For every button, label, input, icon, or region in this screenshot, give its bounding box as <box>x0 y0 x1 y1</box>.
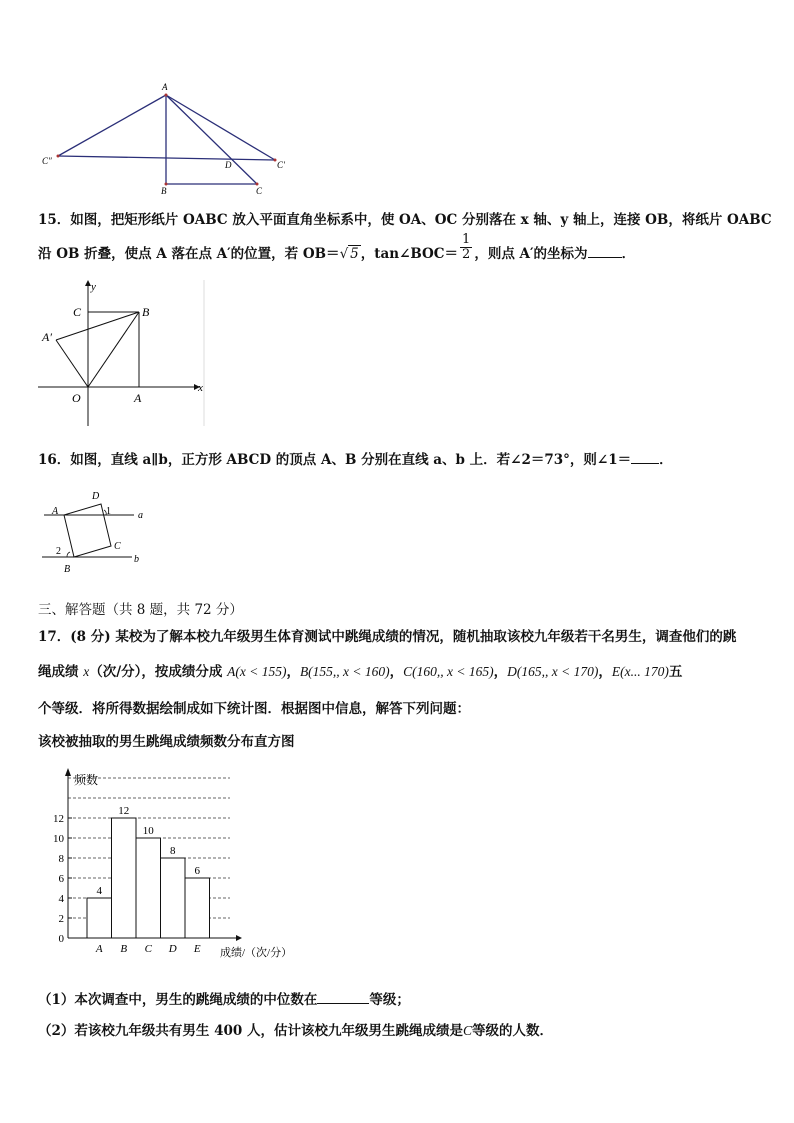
x-axis-arrow <box>236 935 242 941</box>
label-B: B <box>142 305 150 319</box>
x-tick-label: B <box>120 943 128 955</box>
x-tick-label: A <box>95 943 103 955</box>
label-D: D <box>225 160 232 170</box>
q16-text: 16．如图，直线 a∥b，正方形 ABCD 的顶点 A、B 分别在直线 a、b 上．若∠2＝73°，则∠1＝ ． <box>38 452 673 468</box>
y-axis-title: 频数 <box>74 773 99 787</box>
data-label: 8 <box>170 845 176 857</box>
bar-B <box>112 818 137 938</box>
chart-caption: 该校被抽取的男生跳绳成绩频数分布直方图 <box>38 734 295 750</box>
q17-sub2: （2）若该校九年级共有男生 400 人，估计该校九年级男生跳绳成绩是C等级的人数． <box>38 1023 553 1039</box>
bar-E <box>185 878 210 938</box>
label-C-prime: C′ <box>277 160 285 170</box>
data-label: 10 <box>142 825 154 837</box>
label-D: D <box>92 491 100 502</box>
y-axis-arrow <box>65 768 71 776</box>
label-C: C <box>256 186 263 196</box>
y-tick-label: 4 <box>58 893 64 905</box>
data-label: 6 <box>194 865 200 877</box>
label-A: A <box>52 506 59 517</box>
y-tick-label: 6 <box>58 873 64 885</box>
label-y: y <box>91 281 96 293</box>
q15-line2: 沿 OB 折叠，使点 A 落在点 A′的位置，若 OB＝√ 5 ，tan∠BOC＝ $\frac{1}{2}$ ，则点 A′的坐标为 ． <box>38 232 636 262</box>
figure-q14 <box>30 78 310 198</box>
q17-line2: 绳成绩 x（次/分），按成绩分成 A(x < 155)，B(155,, x < 160)，C(160,, x < 165)，D(165,, x < 170)，E(x... 170)五 <box>38 664 683 680</box>
answer-blank[interactable] <box>631 463 659 464</box>
section-title: 三、解答题（共 8 题，共 72 分） <box>38 602 243 618</box>
bar-C <box>136 838 161 938</box>
figure-q16 <box>34 486 164 578</box>
label-C: C <box>114 541 121 552</box>
label-angle-1: 1 <box>106 506 111 517</box>
fraction: $\frac{1}{2}$ <box>462 232 471 262</box>
y-tick-label: 12 <box>53 813 64 825</box>
q15-line1: 15．如图，把矩形纸片 OABC 放入平面直角坐标系中，使 OA、OC 分别落在 x 轴、y 轴上，连接 OB，将纸片 OABC <box>38 212 772 228</box>
y-tick-label: 8 <box>58 853 64 865</box>
y-tick-label: 0 <box>58 933 64 945</box>
y-tick-label: 10 <box>53 833 64 845</box>
label-b: b <box>134 554 139 565</box>
bar-A <box>87 898 112 938</box>
y-tick-label: 2 <box>58 913 64 925</box>
label-x: x <box>198 382 203 394</box>
figure-q15 <box>34 278 214 428</box>
histogram-chart <box>40 764 320 964</box>
label-B: B <box>161 186 167 196</box>
q17-line3: 个等级．将所得数据绘制成如下统计图．根据图中信息，解答下列问题： <box>38 701 470 717</box>
q17-sub1: （1）本次调查中，男生的跳绳成绩的中位数在 等级； <box>38 992 410 1008</box>
x-tick-label: D <box>168 943 177 955</box>
x-axis-title: 成绩/（次/分） <box>220 947 293 959</box>
label-A: A <box>162 82 168 92</box>
x-tick-label: E <box>193 943 201 955</box>
data-label: 12 <box>118 805 130 817</box>
q17-line1: 17．(8 分) 某校为了解本校九年级男生体育测试中跳绳成绩的情况，随机抽取该校九年级若干名男生，调查他们的跳 <box>38 629 737 645</box>
data-label: 4 <box>96 885 102 897</box>
label-A: A <box>134 391 142 405</box>
label-C: C <box>73 305 82 319</box>
answer-blank[interactable] <box>588 257 622 258</box>
label-C-double-prime: C″ <box>42 156 52 166</box>
answer-blank[interactable] <box>317 1003 369 1004</box>
label-angle-2: 2 <box>56 546 61 557</box>
label-a: a <box>138 510 143 521</box>
bar-D <box>161 858 186 938</box>
x-tick-label: C <box>144 943 152 955</box>
label-O: O <box>72 391 81 405</box>
label-B: B <box>64 564 71 575</box>
sqrt-expression: √ 5 <box>339 246 359 262</box>
label-A-prime: A′ <box>42 330 52 344</box>
